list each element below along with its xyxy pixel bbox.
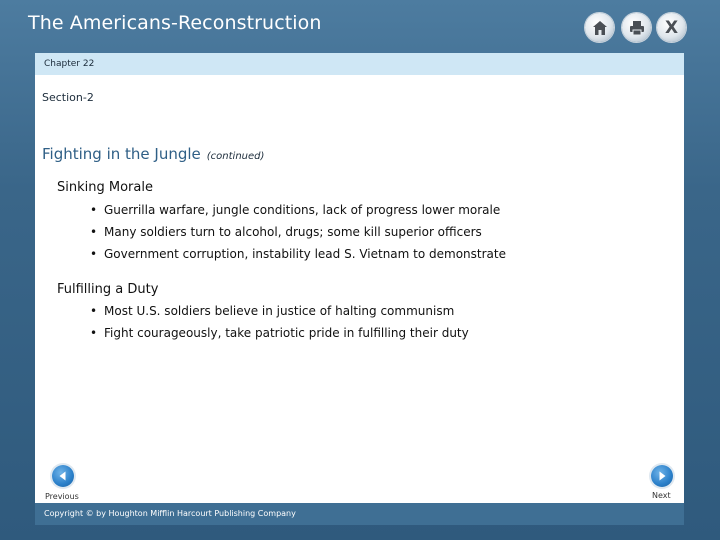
copyright-text: Copyright © by Houghton Mifflin Harcourt Publishing Company	[44, 509, 296, 518]
list-item: • Many soldiers turn to alcohol, drugs; some kill superior officers	[90, 225, 482, 239]
list-item: • Most U.S. soldiers believe in justice of halting communism	[90, 304, 455, 318]
previous-label[interactable]: Previous	[45, 492, 79, 501]
group-title-fulfilling-a-duty: Fulfilling a Duty	[57, 282, 159, 297]
content-panel	[35, 53, 684, 503]
heading-text: Fighting in the Jungle	[42, 145, 201, 163]
home-icon	[591, 19, 609, 37]
print-icon	[628, 19, 646, 37]
arrow-left-icon	[57, 470, 69, 482]
arrow-right-icon	[656, 470, 668, 482]
page-title: The Americans-Reconstruction	[28, 12, 322, 34]
close-button[interactable]	[657, 13, 686, 42]
previous-button[interactable]	[52, 465, 74, 487]
list-item-text: Government corruption, instability lead S. Vietnam to demonstrate	[104, 247, 506, 261]
chapter-bar	[35, 53, 684, 75]
heading-note: (continued)	[206, 151, 265, 162]
list-item: • Government corruption, instability lead S. Vietnam to demonstrate	[90, 247, 506, 261]
list-item-text: Most U.S. soldiers believe in justice of halting communism	[104, 304, 455, 318]
chapter-label: Chapter 22	[44, 59, 95, 69]
group-title-sinking-morale: Sinking Morale	[57, 180, 153, 195]
home-button[interactable]	[585, 13, 614, 42]
close-icon: X	[664, 17, 679, 38]
list-item: • Guerrilla warfare, jungle conditions, lack of progress lower morale	[90, 203, 501, 217]
list-item-text: Guerrilla warfare, jungle conditions, lack of progress lower morale	[104, 203, 501, 217]
next-label[interactable]: Next	[652, 491, 671, 500]
list-item-text: Many soldiers turn to alcohol, drugs; some kill superior officers	[104, 225, 482, 239]
slide-heading	[42, 145, 264, 163]
next-button[interactable]	[651, 465, 673, 487]
list-item-text: Fight courageously, take patriotic pride in fulfilling their duty	[104, 326, 469, 340]
section-label: Section-2	[42, 91, 94, 104]
print-button[interactable]	[622, 13, 651, 42]
list-item: • Fight courageously, take patriotic pride in fulfilling their duty	[90, 326, 469, 340]
